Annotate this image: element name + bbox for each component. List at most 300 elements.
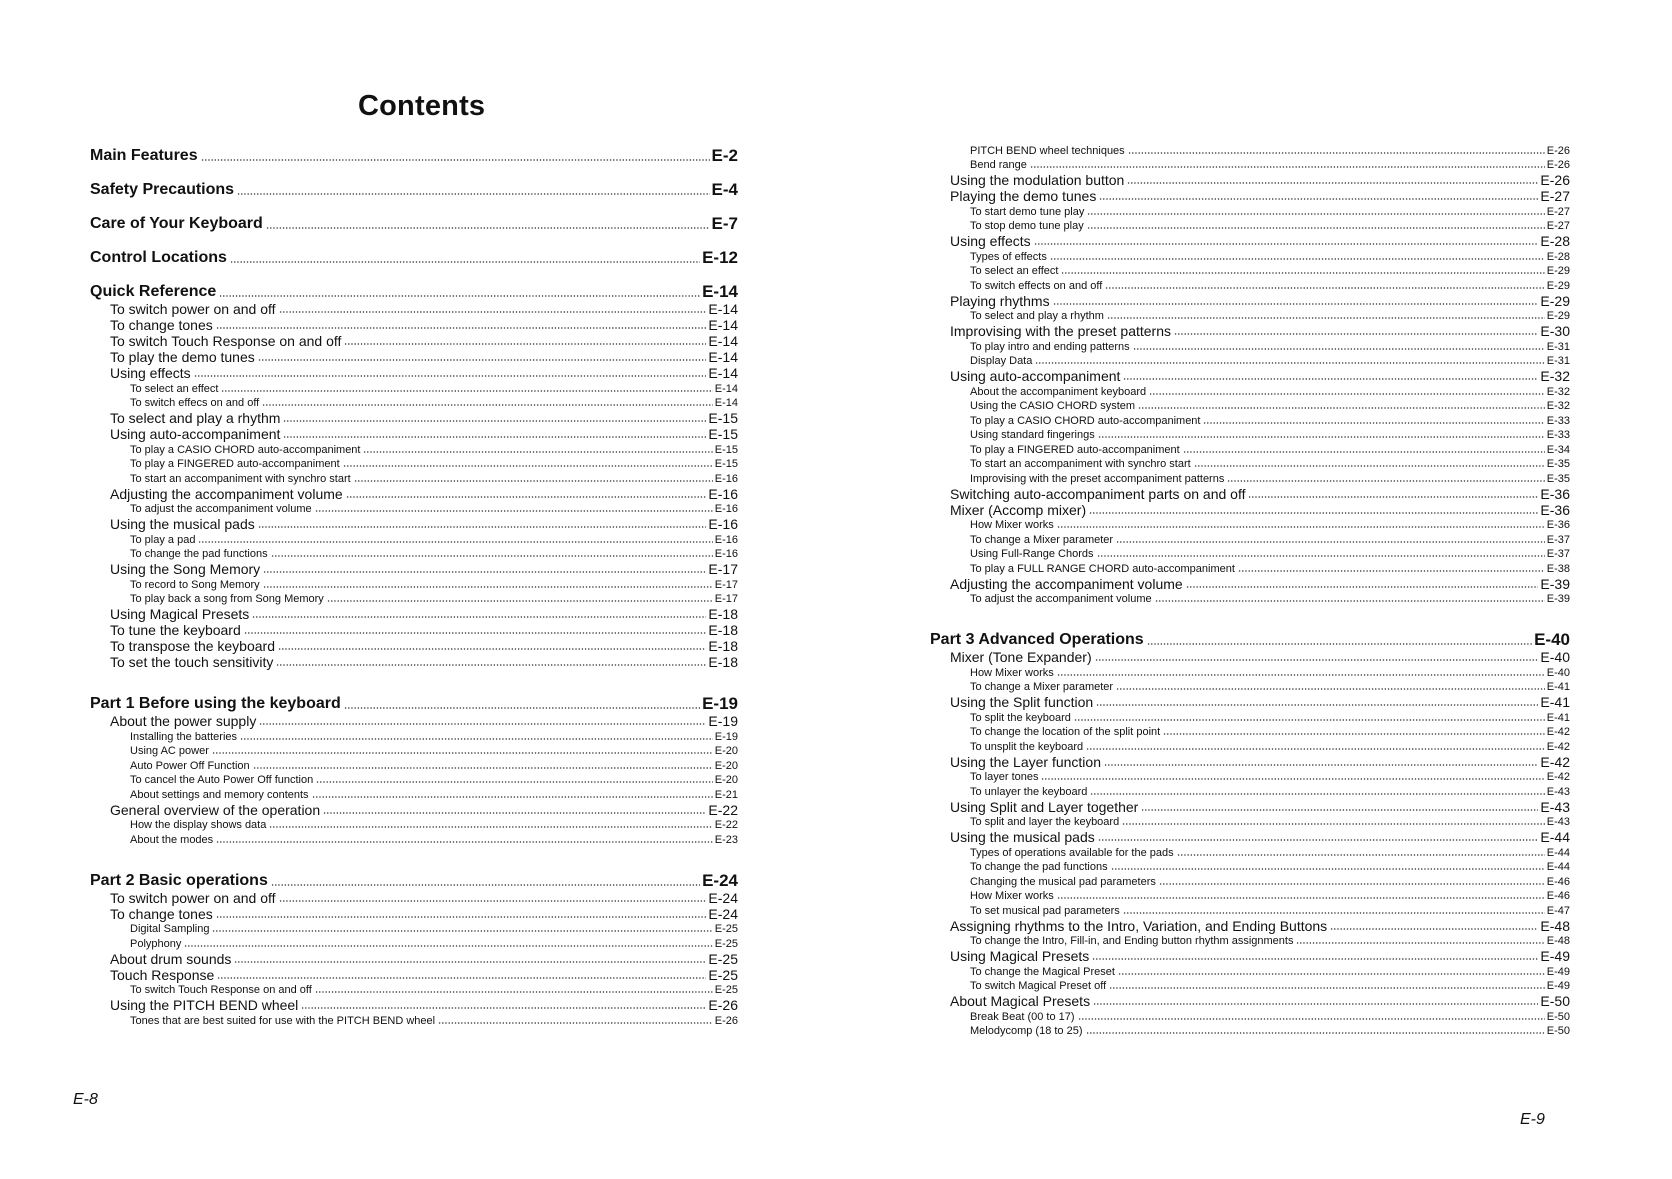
dot-leader — [262, 404, 713, 406]
toc-entry-page-number: E-42 — [1546, 726, 1570, 738]
dot-leader — [1149, 393, 1545, 395]
toc-entry-page-number: E-48 — [1540, 917, 1570, 934]
toc-entry[interactable] — [930, 917, 1570, 933]
toc-entry[interactable] — [930, 963, 1570, 978]
dot-leader — [184, 945, 712, 947]
toc-entry-title: Using standard fingerings — [970, 429, 1095, 441]
toc-entry-title: Using AC power — [130, 745, 209, 757]
toc-entry[interactable] — [90, 332, 738, 348]
toc-entry-title: Melodycomp (18 to 25) — [970, 1025, 1083, 1037]
toc-entry-title: To switch Touch Response on and off — [130, 984, 312, 996]
toc-entry-title: Mixer (Tone Expander) — [950, 649, 1092, 665]
toc-entry-title: To adjust the accompaniment volume — [130, 503, 312, 515]
toc-entry-page-number: E-49 — [1546, 965, 1570, 978]
toc-entry-page-number: E-35 — [1546, 472, 1570, 485]
toc-entry-page-number: E-25 — [714, 984, 738, 996]
toc-entry-page-number: E-16 — [708, 485, 738, 502]
toc-entry-page-number: E-33 — [1546, 429, 1570, 441]
toc-entry-title: Using Split and Layer together — [950, 798, 1139, 815]
toc-entry[interactable] — [930, 992, 1570, 1008]
dot-leader — [1186, 586, 1539, 588]
toc-entry[interactable] — [90, 441, 738, 456]
toc-entry-title: Changing the musical pad parameters — [970, 875, 1156, 888]
dot-leader — [1095, 659, 1539, 661]
dot-leader — [1330, 928, 1538, 930]
toc-entry-title: About drum sounds — [110, 950, 232, 967]
toc-entry[interactable] — [930, 798, 1570, 814]
toc-entry[interactable] — [90, 348, 738, 364]
toc-entry-page-number: E-40 — [1546, 666, 1570, 679]
dot-leader — [312, 796, 713, 798]
toc-entry[interactable] — [90, 831, 738, 846]
toc-entry-page-number: E-26 — [714, 1014, 738, 1027]
toc-entry[interactable] — [930, 398, 1570, 413]
toc-entry-page-number: E-26 — [708, 997, 738, 1013]
toc-entry-page-number: E-29 — [1546, 310, 1570, 322]
toc-list-left — [90, 130, 738, 1027]
toc-entry-title: To change the Intro, Fill-in, and Ending button rhythm assignments — [970, 935, 1294, 947]
toc-entry-page-number: E-38 — [1546, 562, 1570, 575]
dot-leader — [1053, 303, 1539, 305]
dot-leader — [1118, 973, 1545, 975]
toc-entry-title: To change tones — [110, 317, 213, 333]
toc-entry-title: Display Data — [970, 355, 1033, 367]
dot-leader — [194, 375, 707, 377]
toc-entry-title: How Mixer works — [970, 890, 1054, 902]
toc-entry[interactable] — [90, 982, 738, 997]
toc-entry[interactable] — [930, 902, 1570, 917]
toc-entry[interactable] — [90, 300, 738, 316]
toc-entry-title: To play back a song from Song Memory — [130, 593, 324, 605]
toc-entry-title: PITCH BEND wheel techniques — [970, 144, 1125, 157]
toc-entry-page-number: E-14 — [708, 317, 738, 333]
dot-leader — [279, 900, 707, 902]
toc-entry[interactable] — [930, 648, 1570, 664]
page-number-left: E-8 — [73, 1091, 98, 1108]
toc-entry[interactable] — [930, 873, 1570, 888]
toc-entry-title: To change a Mixer parameter — [970, 533, 1114, 546]
toc-entry-page-number: E-18 — [708, 622, 738, 638]
dot-leader — [1041, 778, 1544, 780]
toc-entry[interactable] — [930, 664, 1570, 679]
toc-entry-page-number: E-16 — [708, 516, 738, 532]
toc-entry-page-number: E-16 — [714, 503, 738, 515]
toc-entry-title: Using auto-accompaniment — [110, 426, 281, 442]
toc-entry-page-number: E-14 — [708, 365, 738, 381]
toc-entry[interactable] — [90, 395, 738, 410]
toc-entry-page-number: E-27 — [1546, 220, 1570, 232]
toc-entry-title: Adjusting the accompaniment volume — [950, 575, 1183, 592]
toc-entry-title: To play a FINGERED auto-accompaniment — [970, 443, 1180, 456]
dot-leader — [1147, 643, 1532, 645]
toc-entry-page-number: E-41 — [1540, 694, 1570, 710]
dot-leader — [1133, 348, 1545, 350]
toc-entry-page-number: E-24 — [708, 905, 738, 922]
toc-entry-page-number: E-42 — [1546, 771, 1570, 783]
toc-entry[interactable] — [930, 157, 1570, 172]
toc-entry[interactable] — [930, 753, 1570, 769]
dot-leader — [283, 436, 706, 438]
toc-entry-title: Tones that are best suited for use with the PITCH BEND wheel — [130, 1014, 436, 1027]
toc-entry-title: To stop demo tune play — [970, 220, 1084, 232]
toc-entry[interactable] — [930, 248, 1570, 263]
dot-leader — [346, 496, 707, 498]
dot-leader — [217, 977, 706, 979]
dot-leader — [1074, 719, 1545, 721]
toc-section-entry[interactable] — [90, 266, 738, 300]
toc-entry-title: Part 3 Advanced Operations — [930, 631, 1144, 648]
toc-entry-title: Mixer (Accomp mixer) — [950, 501, 1087, 518]
dot-leader — [1227, 480, 1544, 482]
toc-section-entry[interactable] — [90, 130, 738, 164]
dot-leader — [1087, 227, 1545, 229]
dot-leader — [1128, 152, 1545, 154]
toc-entry-title: Using Magical Presets — [110, 606, 250, 622]
dot-leader — [1109, 987, 1545, 989]
toc-entry[interactable] — [90, 364, 738, 380]
toc-entry[interactable] — [930, 470, 1570, 485]
toc-entry-title: General overview of the operation — [110, 801, 321, 818]
toc-section-entry[interactable] — [90, 198, 738, 232]
dot-leader — [201, 159, 710, 161]
toc-entry-title: Improvising with the preset patterns — [950, 323, 1171, 339]
toc-entry[interactable] — [930, 353, 1570, 368]
toc-entry[interactable] — [930, 338, 1570, 353]
toc-entry[interactable] — [90, 546, 738, 561]
toc-entry-title: Part 1 Before using the keyboard — [90, 695, 341, 712]
toc-entry[interactable] — [930, 441, 1570, 456]
toc-entry-title: To split the keyboard — [970, 711, 1071, 724]
dot-leader — [263, 571, 706, 573]
toc-entry-title: To switch power on and off — [110, 301, 276, 317]
dot-leader — [230, 261, 700, 263]
toc-entry-page-number: E-41 — [1546, 681, 1570, 693]
dot-leader — [1203, 422, 1544, 424]
toc-entry[interactable] — [90, 560, 738, 576]
toc-entry-page-number: E-36 — [1546, 519, 1570, 531]
toc-entry[interactable] — [930, 142, 1570, 157]
toc-entry-page-number: E-27 — [1540, 188, 1570, 204]
toc-entry[interactable] — [90, 801, 738, 817]
toc-entry[interactable] — [90, 935, 738, 950]
toc-entry[interactable] — [930, 828, 1570, 844]
toc-entry-title: To split and layer the keyboard — [970, 816, 1120, 828]
toc-entry[interactable] — [930, 171, 1570, 187]
toc-entry[interactable] — [930, 187, 1570, 203]
toc-entry-page-number: E-25 — [714, 937, 738, 950]
toc-entry-page-number: E-50 — [1540, 993, 1570, 1009]
dot-leader — [1107, 317, 1545, 319]
toc-entry[interactable] — [930, 724, 1570, 739]
toc-entry[interactable] — [930, 531, 1570, 546]
dot-leader — [276, 664, 706, 666]
toc-entry-title: Using the Split function — [950, 694, 1094, 710]
toc-entry[interactable] — [90, 409, 738, 425]
dot-leader — [301, 1007, 706, 1009]
toc-entry[interactable] — [930, 679, 1570, 694]
dot-leader — [1127, 182, 1538, 184]
toc-entry[interactable] — [90, 380, 738, 395]
toc-entry[interactable] — [90, 591, 738, 606]
toc-entry[interactable] — [930, 709, 1570, 724]
dot-leader — [253, 767, 713, 769]
toc-entry[interactable] — [90, 605, 738, 621]
toc-entry[interactable] — [930, 844, 1570, 859]
dot-leader — [216, 841, 713, 843]
toc-entry-page-number: E-16 — [714, 472, 738, 485]
toc-entry[interactable] — [930, 427, 1570, 442]
dot-leader — [269, 826, 712, 828]
toc-entry-title: Using the musical pads — [950, 829, 1095, 845]
toc-entry[interactable] — [930, 412, 1570, 427]
dot-leader — [1034, 243, 1539, 245]
dot-leader — [1116, 541, 1545, 543]
toc-entry-page-number: E-20 — [714, 745, 738, 757]
dot-leader — [344, 343, 706, 345]
toc-list-right — [930, 142, 1570, 1037]
dot-leader — [1092, 958, 1538, 960]
toc-section-entry[interactable] — [90, 164, 738, 198]
toc-entry[interactable] — [930, 575, 1570, 591]
toc-entry[interactable] — [930, 1008, 1570, 1023]
toc-entry[interactable] — [930, 546, 1570, 561]
toc-entry[interactable] — [90, 515, 738, 531]
toc-entry-page-number: E-26 — [1546, 159, 1570, 171]
toc-entry[interactable] — [930, 978, 1570, 993]
toc-entry[interactable] — [930, 769, 1570, 784]
toc-entry-page-number: E-33 — [1546, 414, 1570, 427]
toc-entry[interactable] — [930, 383, 1570, 398]
toc-entry-page-number: E-49 — [1546, 980, 1570, 992]
toc-entry[interactable] — [90, 996, 738, 1012]
dot-leader — [1123, 378, 1538, 380]
toc-entry-page-number: E-31 — [1546, 340, 1570, 353]
toc-section-entry[interactable] — [90, 678, 738, 712]
toc-entry-page-number: E-39 — [1546, 593, 1570, 605]
toc-section-entry[interactable] — [90, 855, 738, 889]
dot-leader — [1138, 407, 1545, 409]
toc-entry[interactable] — [930, 859, 1570, 874]
toc-entry-page-number: E-29 — [1540, 292, 1570, 309]
toc-entry[interactable] — [930, 933, 1570, 948]
toc-entry-title: Using effects — [110, 365, 191, 381]
toc-entry-title: About the accompaniment keyboard — [970, 385, 1147, 398]
toc-entry[interactable] — [90, 425, 738, 441]
toc-entry[interactable] — [90, 501, 738, 516]
toc-entry[interactable] — [930, 367, 1570, 383]
toc-entry[interactable] — [930, 501, 1570, 517]
toc-entry[interactable] — [930, 738, 1570, 753]
dot-leader — [1122, 823, 1545, 825]
toc-entry[interactable] — [930, 277, 1570, 292]
toc-entry[interactable] — [90, 950, 738, 966]
toc-entry-page-number: E-14 — [708, 349, 738, 365]
dot-leader — [1090, 793, 1544, 795]
toc-entry[interactable] — [930, 814, 1570, 829]
toc-entry[interactable] — [930, 560, 1570, 575]
toc-entry[interactable] — [90, 772, 738, 787]
dot-leader — [316, 781, 713, 783]
toc-entry-title: To unlayer the keyboard — [970, 785, 1088, 798]
dot-leader — [1141, 809, 1538, 811]
toc-entry-title: To change a Mixer parameter — [970, 681, 1114, 693]
toc-entry-page-number: E-32 — [1546, 400, 1570, 412]
toc-entry-title: Installing the batteries — [130, 730, 238, 743]
toc-entry-title: To change the Magical Preset — [970, 965, 1115, 978]
toc-entry-title: Using the Layer function — [950, 753, 1101, 770]
toc-entry-page-number: E-7 — [711, 214, 738, 233]
dot-leader — [1098, 436, 1545, 438]
toc-entry[interactable] — [90, 576, 738, 591]
toc-entry[interactable] — [90, 757, 738, 772]
toc-entry-title: To change the location of the split point — [970, 726, 1161, 738]
toc-entry-page-number: E-12 — [702, 248, 738, 267]
toc-entry[interactable] — [90, 637, 738, 653]
toc-entry-page-number: E-37 — [1546, 533, 1570, 546]
dot-leader — [1086, 748, 1545, 750]
toc-entry[interactable] — [930, 591, 1570, 606]
dot-leader — [259, 723, 706, 725]
toc-entry-title: Digital Sampling — [130, 923, 210, 935]
toc-entry[interactable] — [90, 470, 738, 485]
dot-leader — [271, 884, 700, 886]
toc-entry-page-number: E-44 — [1546, 861, 1570, 873]
toc-entry-title: To switch effecs on and off — [130, 397, 260, 409]
toc-entry-page-number: E-32 — [1546, 385, 1570, 398]
dot-leader — [1099, 198, 1538, 200]
dot-leader — [1030, 166, 1545, 168]
toc-entry-page-number: E-48 — [1546, 935, 1570, 947]
dot-leader — [283, 420, 706, 422]
toc-entry[interactable] — [930, 783, 1570, 798]
toc-entry[interactable] — [90, 653, 738, 669]
dot-leader — [278, 648, 706, 650]
toc-entry[interactable] — [90, 316, 738, 332]
toc-section-entry[interactable] — [90, 232, 738, 266]
toc-entry[interactable] — [90, 966, 738, 982]
dot-leader — [1050, 258, 1545, 260]
toc-entry-page-number: E-16 — [714, 533, 738, 546]
toc-section-entry[interactable] — [930, 614, 1570, 648]
toc-entry-page-number: E-35 — [1546, 458, 1570, 470]
toc-entry[interactable] — [930, 693, 1570, 709]
toc-entry[interactable] — [930, 485, 1570, 501]
toc-entry-title: Break Beat (00 to 17) — [970, 1010, 1075, 1023]
toc-entry[interactable] — [90, 621, 738, 637]
toc-entry-title: Quick Reference — [90, 283, 217, 300]
toc-entry[interactable] — [930, 1023, 1570, 1038]
toc-entry[interactable] — [90, 531, 738, 546]
toc-entry-page-number: E-44 — [1540, 829, 1570, 845]
toc-entry[interactable] — [930, 947, 1570, 963]
dot-leader — [258, 359, 707, 361]
toc-entry-page-number: E-29 — [1546, 265, 1570, 277]
page-title: Contents — [358, 90, 486, 122]
toc-entry-page-number: E-25 — [708, 966, 738, 983]
toc-entry-title: About settings and memory contents — [130, 788, 309, 801]
toc-entry-page-number: E-24 — [708, 889, 738, 906]
toc-entry-title: Types of effects — [970, 250, 1047, 263]
dot-leader — [1089, 512, 1538, 514]
dot-leader — [237, 193, 709, 195]
dot-leader — [279, 311, 707, 313]
toc-entry[interactable] — [90, 456, 738, 471]
toc-entry-title: Playing the demo tunes — [950, 188, 1097, 204]
dot-leader — [343, 465, 713, 467]
toc-entry[interactable] — [90, 743, 738, 758]
toc-entry-title: About Magical Presets — [950, 993, 1091, 1009]
toc-entry-page-number: E-17 — [714, 593, 738, 605]
toc-entry-title: Polyphony — [130, 937, 182, 950]
dot-leader — [1238, 570, 1545, 572]
toc-entry-title: Using the modulation button — [950, 172, 1125, 188]
toc-entry[interactable] — [930, 456, 1570, 471]
dot-leader — [354, 480, 713, 482]
toc-entry[interactable] — [930, 232, 1570, 248]
dot-leader — [1105, 287, 1544, 289]
toc-entry[interactable] — [930, 218, 1570, 233]
dot-leader — [1177, 854, 1545, 856]
dot-leader — [212, 752, 713, 754]
dot-leader — [1096, 704, 1538, 706]
toc-entry-title: To tune the keyboard — [110, 622, 241, 638]
toc-entry[interactable] — [90, 728, 738, 743]
toc-entry[interactable] — [930, 263, 1570, 278]
toc-entry-page-number: E-16 — [714, 548, 738, 560]
toc-entry-page-number: E-22 — [708, 801, 738, 818]
toc-entry[interactable] — [930, 322, 1570, 338]
toc-entry[interactable] — [930, 517, 1570, 532]
toc-entry[interactable] — [90, 1012, 738, 1027]
dot-leader — [1111, 868, 1545, 870]
toc-entry[interactable] — [90, 712, 738, 728]
dot-leader — [234, 961, 706, 963]
dot-leader — [1035, 362, 1544, 364]
toc-entry[interactable] — [90, 817, 738, 832]
toc-entry-title: To start an accompaniment with synchro start — [970, 458, 1191, 470]
toc-entry-page-number: E-2 — [711, 146, 738, 165]
toc-entry-page-number: E-29 — [1546, 279, 1570, 292]
toc-entry-title: To select an effect — [970, 265, 1059, 277]
dot-leader — [216, 327, 707, 329]
toc-entry[interactable] — [930, 203, 1570, 218]
toc-entry-title: To transpose the keyboard — [110, 638, 275, 654]
toc-entry-page-number: E-23 — [714, 833, 738, 846]
dot-leader — [252, 616, 706, 618]
toc-entry-page-number: E-15 — [714, 443, 738, 456]
dot-leader — [323, 812, 706, 814]
toc-entry-title: To play a FULL RANGE CHORD auto-accompaniment — [970, 562, 1235, 575]
dot-leader — [1174, 333, 1538, 335]
toc-entry-page-number: E-28 — [1540, 233, 1570, 249]
dot-leader — [244, 632, 707, 634]
toc-entry-page-number: E-21 — [714, 788, 738, 801]
toc-entry[interactable] — [930, 292, 1570, 308]
toc-entry-page-number: E-19 — [714, 730, 738, 743]
dot-leader — [1057, 897, 1545, 899]
toc-entry[interactable] — [90, 485, 738, 501]
dot-leader — [1248, 496, 1538, 498]
toc-entry[interactable] — [90, 889, 738, 905]
toc-entry-title: To start an accompaniment with synchro start — [130, 472, 351, 485]
toc-entry-title: Using Magical Presets — [950, 948, 1090, 964]
toc-entry[interactable] — [90, 786, 738, 801]
toc-entry-page-number: E-26 — [1546, 144, 1570, 157]
toc-entry[interactable] — [90, 905, 738, 921]
toc-entry[interactable] — [930, 888, 1570, 903]
toc-entry[interactable] — [930, 308, 1570, 323]
toc-entry[interactable] — [90, 921, 738, 936]
